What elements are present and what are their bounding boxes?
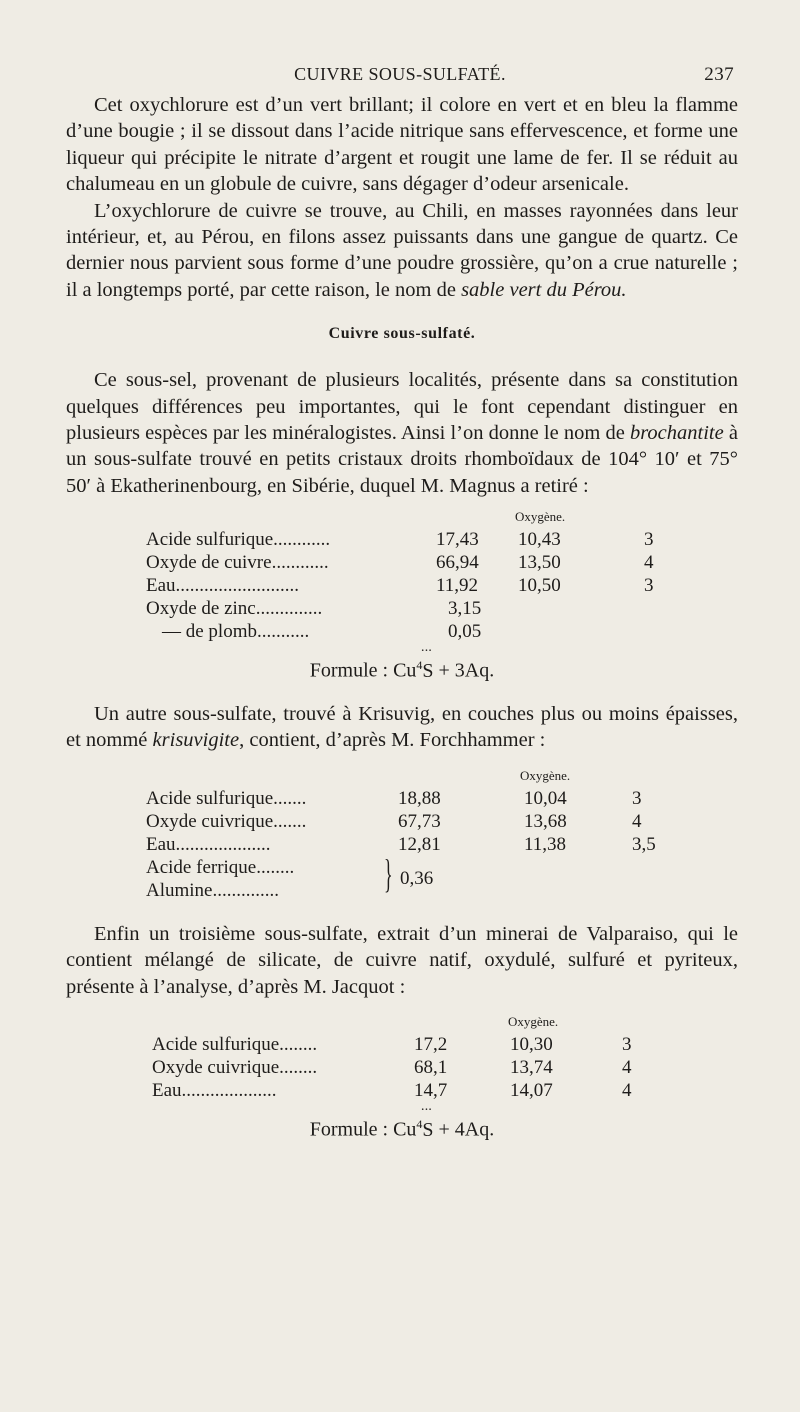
component-value: 18,88 bbox=[398, 787, 441, 809]
table-row bbox=[66, 1034, 738, 1057]
paragraph-brochantite bbox=[66, 367, 738, 499]
table-header-row bbox=[66, 509, 738, 529]
table-row bbox=[66, 1057, 738, 1080]
component-name: Oxyde cuivrique........ bbox=[152, 1056, 318, 1078]
component-name: Oxyde cuivrique....... bbox=[146, 810, 307, 832]
oxygen-value: 10,50 bbox=[518, 575, 561, 597]
table-row bbox=[66, 552, 738, 575]
page-number: 237 bbox=[704, 64, 734, 85]
oxygen-ratio: 4 bbox=[622, 1056, 632, 1078]
oxygen-value: 13,50 bbox=[518, 552, 561, 574]
component-name: Acide sulfurique........ bbox=[152, 1033, 318, 1055]
component-name: Oxyde de zinc.............. bbox=[146, 598, 323, 620]
table-row bbox=[66, 788, 738, 811]
paragraph-oxychlorure-properties: Cet oxychlorure est d’un vert brillant; il colore en vert et en bleu la flamme d’une bougie ; il se dissout dans l’acide nitrique sans effervescence, et forme une liqueur qui précipite le nitrate d’argent et rougit une lame de fer. Il se réduit au chalumeau en un globule de cuivre, sans dégager d’odeur arsenicale. bbox=[66, 94, 738, 196]
oxygen-value: 13,68 bbox=[524, 810, 567, 832]
component-value: 12,81 bbox=[398, 833, 441, 855]
oxygen-column-header: Oxygène. bbox=[515, 509, 566, 525]
oxygen-ratio: 3,5 bbox=[632, 833, 656, 855]
grouping-brace: } bbox=[384, 850, 393, 896]
oxygen-ratio: 3 bbox=[622, 1033, 632, 1055]
oxygen-ratio: 4 bbox=[622, 1079, 632, 1101]
table-row bbox=[66, 621, 738, 644]
component-name: Eau.................... bbox=[152, 1079, 277, 1101]
paragraph-text: , contient, d’après M. Forchhammer : bbox=[239, 729, 546, 752]
paragraph-text: à un sous-sulfate trouvé en petits cristaux droits rhomboïdaux de 104° 10′ et 75° 50′ à Ekatherinenbourg, en Sibérie, duquel M. Magnus a retiré : bbox=[66, 422, 738, 497]
component-value: 67,73 bbox=[398, 810, 441, 832]
paragraph-valparaiso: Enfin un troisième sous-sulfate, extrait d’un minerai de Valparaiso, qui le contient mélangé de silicate, de cuivre natif, oxydulé, sulfuré et pyriteux, présente à l’analyse, d’après M. Jacquot : bbox=[66, 922, 738, 998]
table-row bbox=[66, 834, 738, 857]
table-row bbox=[66, 598, 738, 621]
oxygen-value: 10,30 bbox=[510, 1033, 553, 1055]
section-heading: Cuivre sous-sulfaté. bbox=[328, 325, 476, 343]
paragraph-oxychlorure-occurrence bbox=[66, 198, 738, 304]
component-value: 66,94 bbox=[436, 552, 479, 574]
running-title: CUIVRE SOUS-SULFATÉ. bbox=[294, 64, 506, 84]
oxygen-ratio: 4 bbox=[644, 552, 654, 574]
table-row bbox=[66, 811, 738, 834]
italic-term: brochantite bbox=[629, 422, 724, 445]
paragraph-text: Ce sous-sel, provenant de plusieurs localités, présente dans sa constitution quelques différences peu importantes, qui le font cependant distinguer en plusieurs espèces par les minéralogistes. Ainsi l’on donne le nom de bbox=[66, 369, 738, 445]
component-value: 17,43 bbox=[436, 529, 479, 551]
oxygen-ratio: 3 bbox=[644, 529, 654, 551]
component-value: 3,15 bbox=[448, 598, 482, 620]
component-value: 11,92 bbox=[436, 575, 479, 597]
paragraph-text: Un autre sous-sulfate, trouvé à Krisuvig, en couches plus ou moins épaisses, et nommé bbox=[66, 702, 738, 752]
component-value: 14,7 bbox=[414, 1079, 448, 1101]
oxygen-value: 10,43 bbox=[518, 529, 561, 551]
table-row bbox=[66, 575, 738, 598]
oxygen-value: 13,74 bbox=[510, 1056, 553, 1078]
component-name: Eau.................... bbox=[146, 833, 271, 855]
analysis-table-brochantite bbox=[66, 509, 738, 644]
component-value: 68,1 bbox=[414, 1056, 448, 1078]
component-value: 0,36 bbox=[400, 867, 434, 889]
component-name: Alumine.............. bbox=[146, 879, 279, 901]
paragraph-krisuvigite bbox=[66, 701, 738, 754]
formula-brochantite: Formule : $Cu^4$ ··· S + 3Aq. bbox=[309, 643, 495, 682]
component-value: 17,2 bbox=[414, 1033, 448, 1055]
component-name: — de plomb........... bbox=[162, 621, 310, 643]
italic-term: krisuvigite bbox=[152, 729, 240, 752]
italic-term: sable vert du Pérou. bbox=[461, 278, 627, 301]
component-value: 0,05 bbox=[448, 621, 482, 643]
component-name: Acide sulfurique............ bbox=[146, 529, 331, 551]
running-header bbox=[0, 62, 800, 92]
oxygen-value: 14,07 bbox=[510, 1079, 553, 1101]
analysis-table-krisuvigite bbox=[66, 768, 738, 903]
table-row bbox=[66, 529, 738, 552]
oxygen-value: 11,38 bbox=[524, 833, 567, 855]
component-name: Eau.......................... bbox=[146, 575, 300, 597]
oxygen-ratio: 3 bbox=[632, 787, 642, 809]
paragraph-text: L’oxychlorure de cuivre se trouve, au Chili, en masses rayonnées dans leur intérieur, et, au Pérou, en filons assez puissants dans une gangue de quartz. Ce dernier nous parvient sous forme d’une poudre grossière, qu’on a crue naturelle ; il a longtemps porté, par cette raison, le nom de bbox=[66, 199, 738, 301]
page-body bbox=[66, 92, 738, 1160]
component-name: Acide sulfurique....... bbox=[146, 787, 307, 809]
oxygen-ratio: 4 bbox=[632, 810, 642, 832]
table-row bbox=[66, 1080, 738, 1103]
oxygen-value: 10,04 bbox=[524, 787, 567, 809]
oxygen-column-header: Oxygène. bbox=[508, 1013, 559, 1029]
table-header-row bbox=[66, 1014, 738, 1034]
component-name: Oxyde de cuivre............ bbox=[146, 552, 329, 574]
oxygen-column-header: Oxygène. bbox=[520, 767, 571, 783]
component-name: Acide ferrique........ bbox=[146, 856, 295, 878]
oxygen-ratio: 3 bbox=[644, 575, 654, 597]
analysis-table-valparaiso bbox=[66, 1014, 738, 1103]
table-row-grouped bbox=[66, 850, 738, 903]
formula-valparaiso: Formule : $Cu^4$ ··· S + 4Aq. bbox=[309, 1102, 495, 1141]
table-header-row bbox=[66, 768, 738, 788]
